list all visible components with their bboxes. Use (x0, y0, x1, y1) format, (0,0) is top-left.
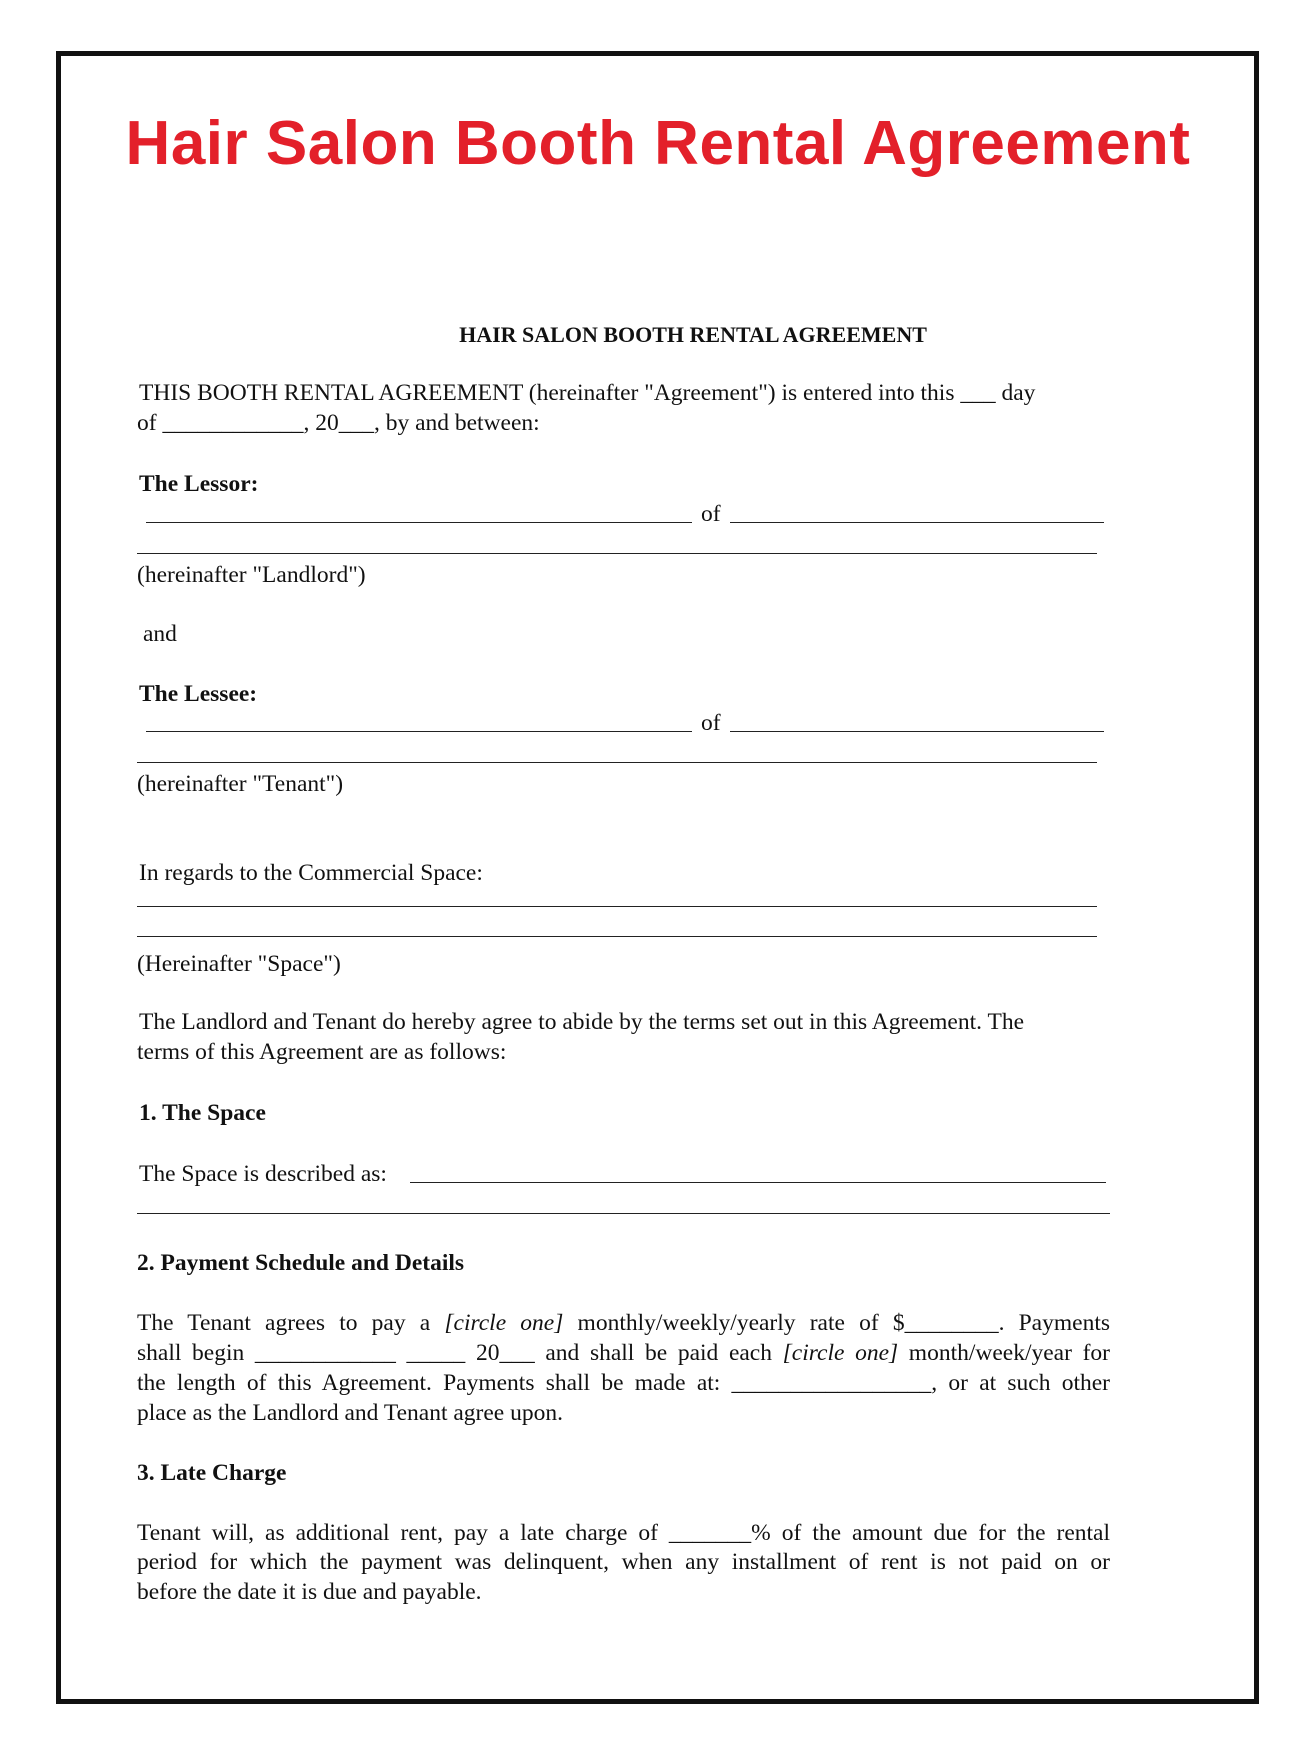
space-description-field-2[interactable] (137, 1213, 1110, 1214)
space-field-2[interactable] (137, 936, 1097, 937)
late-charge-line-2: period for which the payment was delinquent, when any installment of rent is not paid on or (137, 1549, 1110, 1575)
circle-one-note: [circle one] (782, 1340, 899, 1366)
payment-line-1 (137, 1309, 1110, 1337)
payment-line-3: the length of this Agreement. Payments shall be made at: _________________, or at such other (137, 1370, 1110, 1396)
text: shall begin ____________ _____ 20___ and shall be paid each (137, 1340, 783, 1366)
intro-line-2: of ____________, 20___, by and between: (137, 410, 540, 436)
lessee-label: The Lessee: (139, 681, 258, 707)
late-charge-line-3: before the date it is due and payable. (137, 1579, 482, 1605)
tenant-note: (hereinafter "Tenant") (137, 771, 344, 797)
section-3-title: 3. Late Charge (137, 1460, 287, 1486)
lessee-address-field[interactable] (730, 731, 1104, 732)
space-note: (Hereinafter "Space") (137, 951, 341, 977)
circle-one-note: [circle one] (444, 1310, 564, 1336)
lessor-name-field[interactable] (146, 522, 692, 523)
lessor-address-field[interactable] (730, 522, 1104, 523)
payment-line-2 (137, 1339, 1110, 1367)
agree-line-1: The Landlord and Tenant do hereby agree to abide by the terms set out in this Agreement. The (139, 1009, 1025, 1035)
payment-line-4: place as the Landlord and Tenant agree upon. (137, 1400, 563, 1426)
lessor-of-label: of (701, 501, 721, 527)
section-2-title: 2. Payment Schedule and Details (137, 1250, 465, 1276)
agreement-heading: HAIR SALON BOOTH RENTAL AGREEMENT (459, 322, 927, 347)
space-description-label: The Space is described as: (139, 1161, 387, 1187)
text: The Tenant agrees to pay a (137, 1310, 445, 1336)
text: month/week/year for (898, 1340, 1110, 1366)
agree-line-2: terms of this Agreement are as follows: (137, 1039, 507, 1065)
section-1-title: 1. The Space (139, 1100, 266, 1126)
space-description-field[interactable] (410, 1182, 1106, 1183)
space-field-1[interactable] (137, 906, 1097, 907)
landlord-note: (hereinafter "Landlord") (137, 562, 366, 588)
lessee-address-field-2[interactable] (137, 762, 1097, 763)
and-text: and (143, 621, 177, 647)
lessee-name-field[interactable] (146, 731, 692, 732)
late-charge-line-1: Tenant will, as additional rent, pay a late charge of _______% of the amount due for the rental (137, 1520, 1110, 1546)
lessor-label: The Lessor: (139, 471, 259, 497)
document-title: Hair Salon Booth Rental Agreement (125, 109, 1191, 178)
space-intro: In regards to the Commercial Space: (139, 860, 483, 886)
intro-line-1: THIS BOOTH RENTAL AGREEMENT (hereinafter "Agreement") is entered into this ___ day (139, 380, 1036, 406)
text: monthly/weekly/yearly rate of $________. Payments (563, 1310, 1110, 1336)
lessee-of-label: of (701, 710, 721, 736)
lessor-address-field-2[interactable] (137, 553, 1097, 554)
